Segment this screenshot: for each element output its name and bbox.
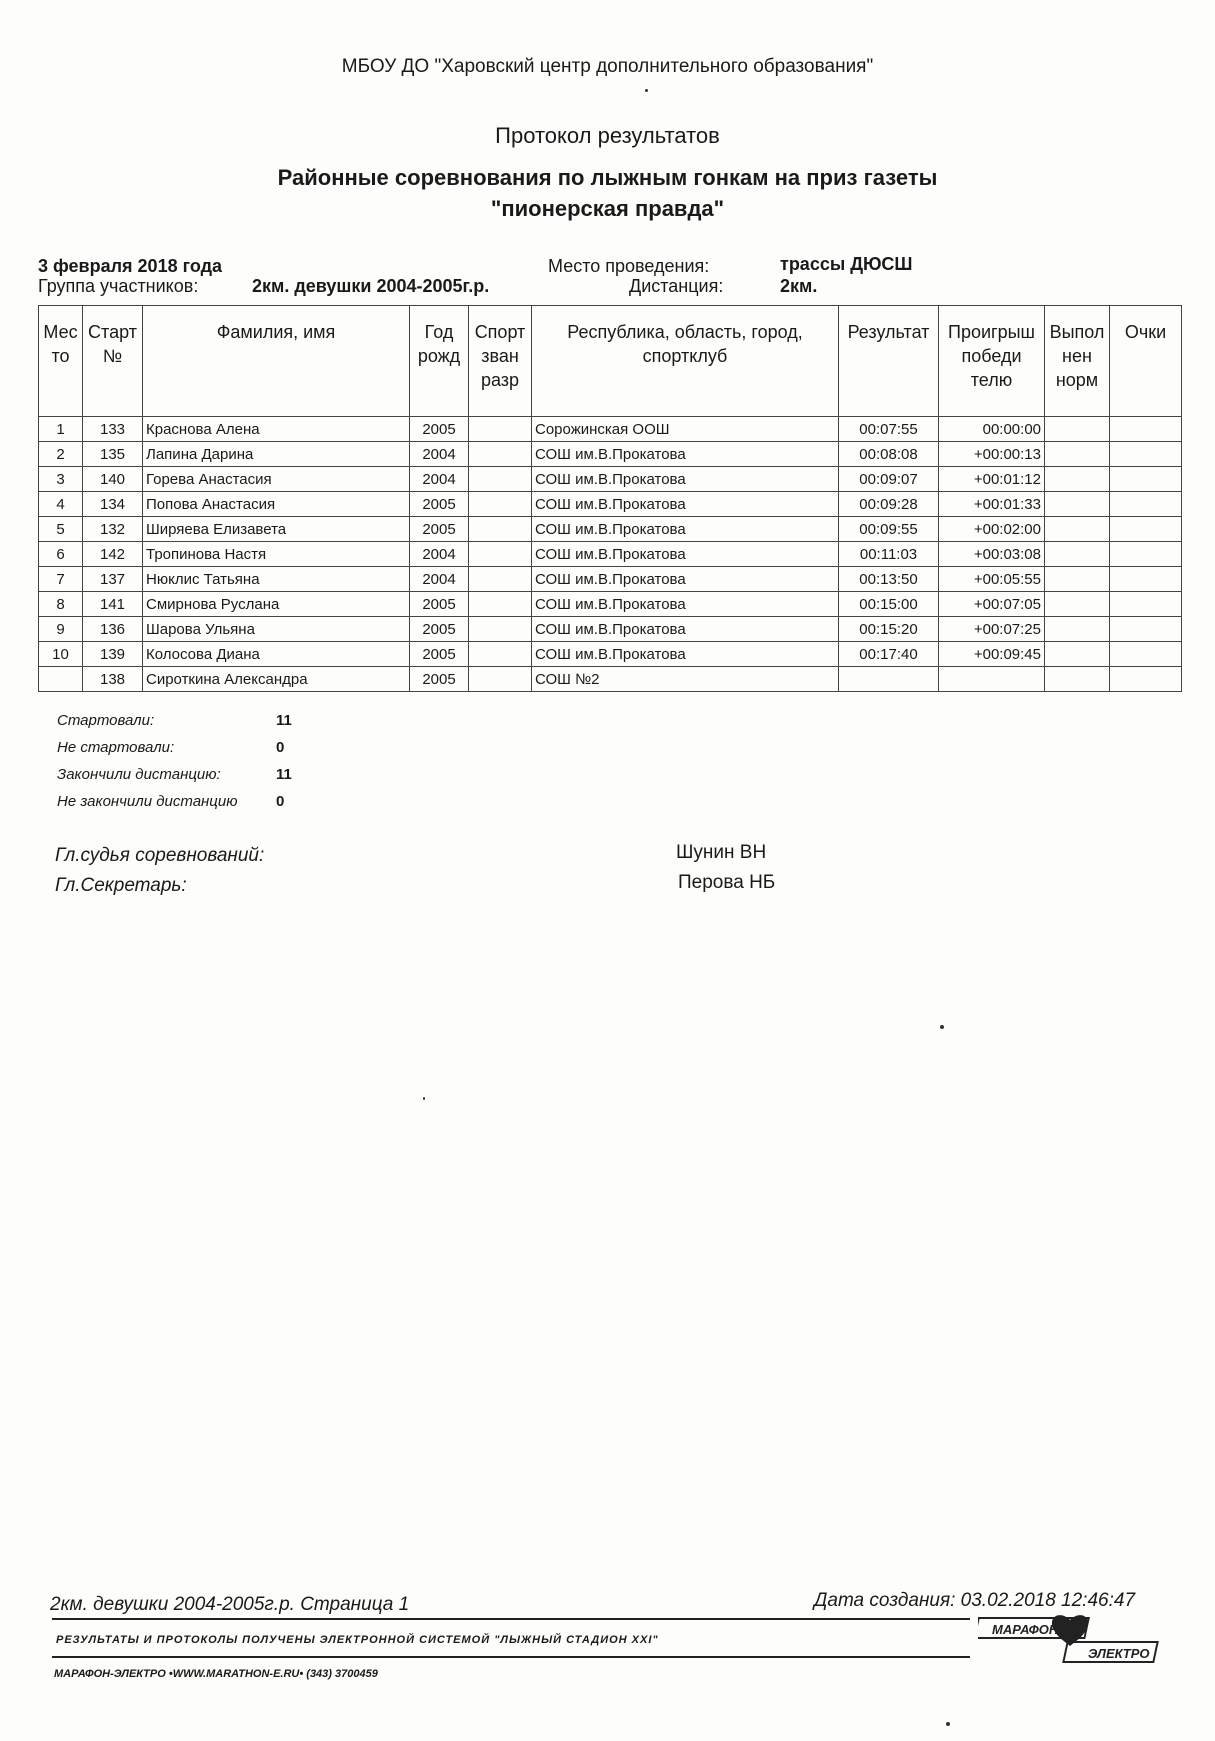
cell-gap: +00:07:25 — [939, 617, 1045, 642]
cell-name: Нюклис Татьяна — [143, 567, 410, 592]
cell-birth-year: 2005 — [410, 617, 469, 642]
footer-page-info: 2км. девушки 2004-2005г.р. Страница 1 — [50, 1594, 410, 1615]
cell-start-number: 138 — [83, 667, 143, 692]
cell-name: Краснова Алена — [143, 417, 410, 442]
stat-label: Не закончили дистанцию — [57, 793, 238, 810]
table-row — [39, 442, 1182, 467]
cell-result: 00:09:55 — [839, 517, 939, 542]
cell-sport-rank — [469, 417, 532, 442]
cell-gap — [939, 667, 1045, 692]
stat-label: Не стартовали: — [57, 739, 175, 756]
cell-club: СОШ им.В.Прокатова — [532, 642, 839, 667]
footer-system-line: РЕЗУЛЬТАТЫ И ПРОТОКОЛЫ ПОЛУЧЕНЫ ЭЛЕКТРОННОЙ СИСТЕМОЙ "ЛЫЖНЫЙ СТАДИОН XXI" — [56, 1634, 659, 1646]
cell-birth-year: 2004 — [410, 442, 469, 467]
cell-birth-year: 2004 — [410, 467, 469, 492]
cell-birth-year: 2005 — [410, 667, 469, 692]
table-row — [39, 417, 1182, 442]
cell-norm — [1045, 467, 1110, 492]
cell-points — [1110, 517, 1182, 542]
cell-place: 7 — [39, 567, 83, 592]
cell-birth-year: 2004 — [410, 542, 469, 567]
cell-club: СОШ им.В.Прокатова — [532, 592, 839, 617]
group-label: Группа участников: — [38, 276, 199, 296]
col-header-start-number: Старт № — [83, 306, 143, 417]
chief-judge-name: Шунин ВН — [676, 842, 767, 863]
cell-result — [839, 667, 939, 692]
cell-gap: 00:00:00 — [939, 417, 1045, 442]
cell-place: 6 — [39, 542, 83, 567]
cell-result: 00:15:00 — [839, 592, 939, 617]
cell-start-number: 133 — [83, 417, 143, 442]
cell-points — [1110, 467, 1182, 492]
cell-result: 00:07:55 — [839, 417, 939, 442]
results-table — [38, 305, 1182, 692]
cell-gap: +00:09:45 — [939, 642, 1045, 667]
cell-gap: +00:05:55 — [939, 567, 1045, 592]
cell-start-number: 139 — [83, 642, 143, 667]
venue-value: трассы ДЮСШ — [780, 254, 913, 274]
chief-secretary-label: Гл.Секретарь: — [55, 875, 187, 896]
cell-birth-year: 2005 — [410, 517, 469, 542]
cell-start-number: 137 — [83, 567, 143, 592]
cell-sport-rank — [469, 617, 532, 642]
cell-sport-rank — [469, 442, 532, 467]
cell-points — [1110, 642, 1182, 667]
cell-birth-year: 2004 — [410, 567, 469, 592]
stat-value: 0 — [276, 793, 285, 810]
stat-value: 0 — [276, 739, 285, 756]
cell-points — [1110, 567, 1182, 592]
organization-name: МБОУ ДО "Харовский центр дополнительного образования" — [341, 56, 874, 77]
table-row — [39, 642, 1182, 667]
scan-speck — [423, 1097, 425, 1100]
cell-club: СОШ им.В.Прокатова — [532, 617, 839, 642]
event-title-line1: Районные соревнования по лыжным гонкам на приз газеты — [277, 165, 938, 190]
cell-name: Попова Анастасия — [143, 492, 410, 517]
cell-norm — [1045, 667, 1110, 692]
protocol-title: Протокол результатов — [495, 123, 720, 148]
cell-name: Горева Анастасия — [143, 467, 410, 492]
cell-birth-year: 2005 — [410, 417, 469, 442]
event-date: 3 февраля 2018 года — [38, 256, 223, 276]
cell-place: 8 — [39, 592, 83, 617]
cell-sport-rank — [469, 517, 532, 542]
col-header-place: Мес то — [39, 306, 83, 417]
cell-club: СОШ им.В.Прокатова — [532, 442, 839, 467]
cell-place: 10 — [39, 642, 83, 667]
cell-club: СОШ им.В.Прокатова — [532, 467, 839, 492]
table-row — [39, 492, 1182, 517]
cell-sport-rank — [469, 667, 532, 692]
cell-place: 1 — [39, 417, 83, 442]
cell-gap: +00:07:05 — [939, 592, 1045, 617]
cell-result: 00:09:07 — [839, 467, 939, 492]
stat-value: 11 — [276, 766, 292, 783]
cell-place: 4 — [39, 492, 83, 517]
table-header-row — [39, 306, 1182, 417]
table-row — [39, 517, 1182, 542]
cell-result: 00:17:40 — [839, 642, 939, 667]
cell-result: 00:08:08 — [839, 442, 939, 467]
marathon-electro-logo — [978, 1612, 1174, 1670]
cell-place: 2 — [39, 442, 83, 467]
stat-value: 11 — [276, 712, 292, 729]
scan-speck — [940, 1025, 944, 1029]
cell-norm — [1045, 567, 1110, 592]
chief-secretary-name: Перова НБ — [678, 872, 776, 893]
cell-name: Ширяева Елизавета — [143, 517, 410, 542]
scan-speck — [946, 1722, 950, 1726]
cell-points — [1110, 542, 1182, 567]
col-header-name: Фамилия, имя — [143, 306, 410, 417]
cell-club: СОШ им.В.Прокатова — [532, 567, 839, 592]
cell-result: 00:15:20 — [839, 617, 939, 642]
cell-points — [1110, 592, 1182, 617]
col-header-result: Результат — [839, 306, 939, 417]
table-row — [39, 467, 1182, 492]
cell-start-number: 136 — [83, 617, 143, 642]
cell-club: Сорожинская ООШ — [532, 417, 839, 442]
cell-sport-rank — [469, 567, 532, 592]
cell-name: Смирнова Руслана — [143, 592, 410, 617]
group-value: 2км. девушки 2004-2005г.р. — [252, 276, 490, 296]
col-header-norm: Выпол нен норм — [1045, 306, 1110, 417]
stat-label: Закончили дистанцию: — [57, 766, 221, 783]
table-row — [39, 617, 1182, 642]
col-header-club: Республика, область, город, спортклуб — [532, 306, 839, 417]
cell-birth-year: 2005 — [410, 592, 469, 617]
cell-name: Колосова Диана — [143, 642, 410, 667]
cell-norm — [1045, 542, 1110, 567]
cell-start-number: 142 — [83, 542, 143, 567]
cell-points — [1110, 492, 1182, 517]
cell-start-number: 141 — [83, 592, 143, 617]
stat-label: Стартовали: — [57, 712, 155, 729]
cell-points — [1110, 442, 1182, 467]
table-row — [39, 567, 1182, 592]
cell-sport-rank — [469, 492, 532, 517]
cell-norm — [1045, 442, 1110, 467]
footer-divider-top — [52, 1618, 970, 1620]
cell-norm — [1045, 417, 1110, 442]
cell-sport-rank — [469, 642, 532, 667]
cell-gap: +00:01:12 — [939, 467, 1045, 492]
table-row — [39, 542, 1182, 567]
cell-norm — [1045, 492, 1110, 517]
cell-place: 9 — [39, 617, 83, 642]
cell-place: 3 — [39, 467, 83, 492]
col-header-sport-rank: Спорт зван разр — [469, 306, 532, 417]
cell-sport-rank — [469, 542, 532, 567]
cell-name: Лапина Дарина — [143, 442, 410, 467]
table-row — [39, 667, 1182, 692]
cell-sport-rank — [469, 467, 532, 492]
cell-sport-rank — [469, 592, 532, 617]
cell-name: Шарова Ульяна — [143, 617, 410, 642]
venue-label: Место проведения: — [548, 256, 710, 276]
cell-name: Сироткина Александра — [143, 667, 410, 692]
logo-text-bottom: ЭЛЕКТРО — [1088, 1646, 1150, 1661]
scan-speck — [645, 89, 648, 92]
cell-gap: +00:02:00 — [939, 517, 1045, 542]
chief-judge-label: Гл.судья соревнований: — [55, 845, 265, 866]
cell-norm — [1045, 517, 1110, 542]
table-row — [39, 592, 1182, 617]
cell-points — [1110, 417, 1182, 442]
cell-gap: +00:00:13 — [939, 442, 1045, 467]
cell-points — [1110, 617, 1182, 642]
cell-gap: +00:01:33 — [939, 492, 1045, 517]
cell-result: 00:11:03 — [839, 542, 939, 567]
cell-birth-year: 2005 — [410, 642, 469, 667]
col-header-gap: Проигрыш победи телю — [939, 306, 1045, 417]
cell-place: 5 — [39, 517, 83, 542]
distance-label: Дистанция: — [629, 276, 724, 296]
cell-start-number: 134 — [83, 492, 143, 517]
cell-club: СОШ им.В.Прокатова — [532, 517, 839, 542]
cell-norm — [1045, 642, 1110, 667]
cell-start-number: 132 — [83, 517, 143, 542]
cell-gap: +00:03:08 — [939, 542, 1045, 567]
cell-birth-year: 2005 — [410, 492, 469, 517]
event-title-line2: "пионерская правда" — [490, 196, 725, 221]
footer-divider-bottom — [52, 1656, 970, 1658]
col-header-points: Очки — [1110, 306, 1182, 417]
cell-norm — [1045, 617, 1110, 642]
cell-start-number: 135 — [83, 442, 143, 467]
cell-club: СОШ им.В.Прокатова — [532, 542, 839, 567]
cell-name: Тропинова Настя — [143, 542, 410, 567]
col-header-birth-year: Год рожд — [410, 306, 469, 417]
cell-norm — [1045, 592, 1110, 617]
cell-result: 00:09:28 — [839, 492, 939, 517]
cell-place — [39, 667, 83, 692]
logo-text-top: МАРАФОН — [992, 1622, 1059, 1637]
cell-club: СОШ им.В.Прокатова — [532, 492, 839, 517]
distance-value: 2км. — [780, 276, 818, 296]
cell-start-number: 140 — [83, 467, 143, 492]
footer-created-date: Дата создания: 03.02.2018 12:46:47 — [814, 1590, 1136, 1611]
cell-club: СОШ №2 — [532, 667, 839, 692]
footer-vendor-line: МАРАФОН-ЭЛЕКТРО •WWW.MARATHON-E.RU• (343) 3700459 — [54, 1668, 378, 1680]
cell-result: 00:13:50 — [839, 567, 939, 592]
cell-points — [1110, 667, 1182, 692]
